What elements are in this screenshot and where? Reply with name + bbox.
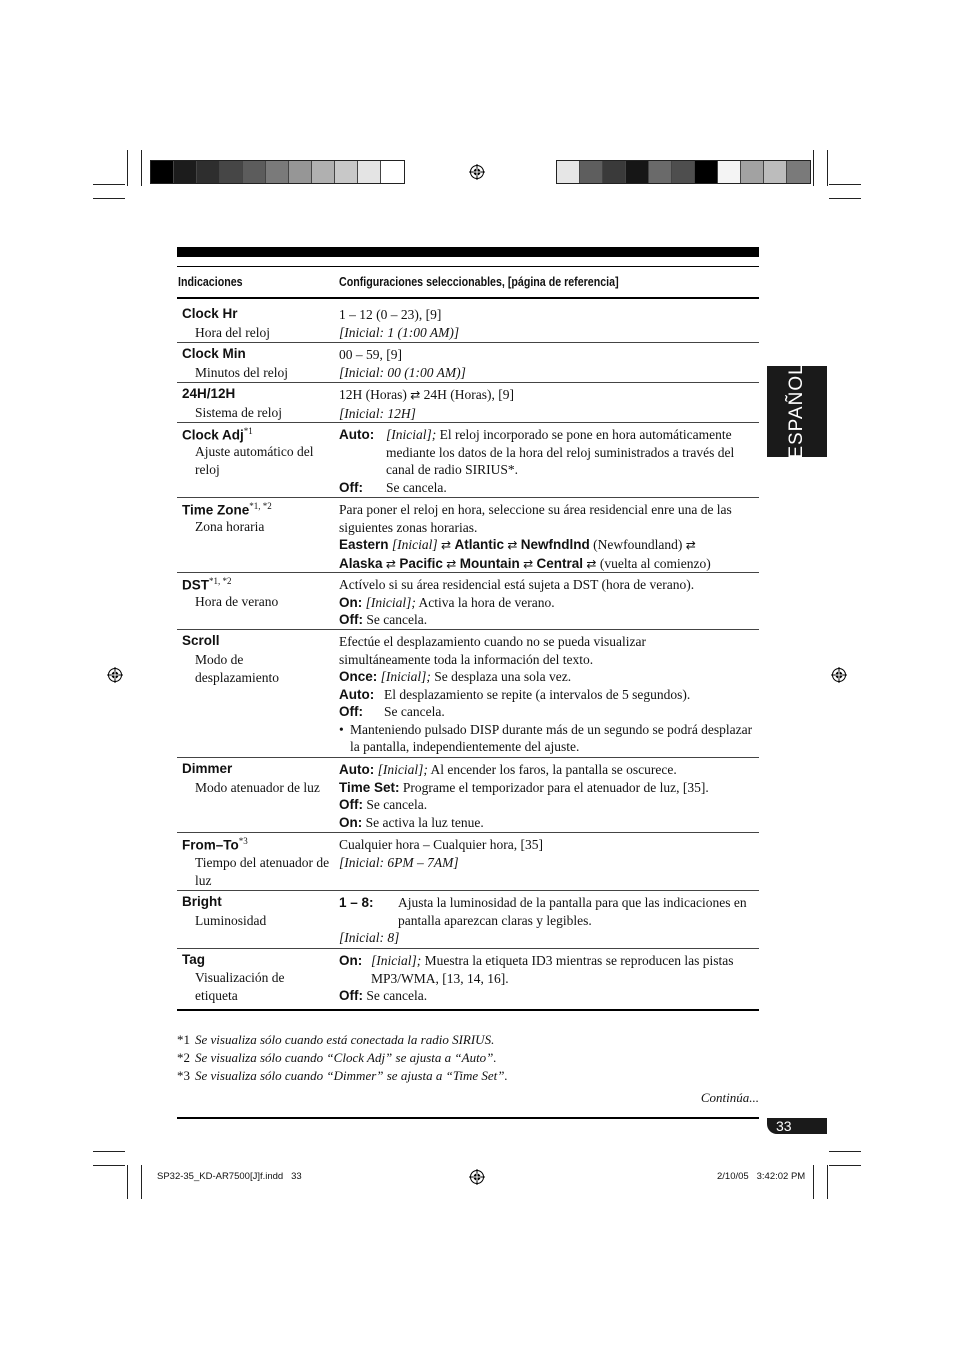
crop-mark [829, 1151, 861, 1152]
setting-sublabel: Modo atenuador de luz [195, 780, 320, 795]
color-calibration-strip-right [556, 160, 811, 184]
header-indicaciones: Indicaciones [178, 274, 243, 289]
crop-mark [827, 1165, 828, 1199]
header-configuraciones: Configuraciones seleccionables, [página de referencia] [339, 274, 619, 289]
setting-sublabel: Visualización de etiqueta [195, 970, 285, 1003]
file-slug: SP32-35_KD-AR7500[J]f.indd 33 [157, 1171, 302, 1182]
footnote-3: *3 Se visualiza sólo cuando “Dimmer” se ajusta a “Time Set”. [177, 1068, 508, 1083]
setting-description: Auto: [Inicial]; El reloj incorporado se pone en hora automáticamente mediante los datos de la hora del reloj suministrados a través del canal de radio SIRIUS*. Off: Se cancela. [339, 427, 735, 495]
setting-label: 24H/12H [182, 386, 236, 401]
table-row-dimmer [177, 760, 759, 832]
row-divider [177, 422, 759, 423]
table-row-24h-12h [177, 385, 759, 422]
table-row-clock-adj [177, 425, 759, 497]
setting-sublabel: Hora de verano [195, 594, 279, 609]
registration-mark-icon [107, 667, 123, 683]
table-bottom-rule [177, 1009, 759, 1011]
setting-label: From–To$^{*3}$ [182, 836, 248, 853]
language-tab-label: ESPAÑOL [786, 363, 807, 459]
toggle-arrows-icon: ⇄ [410, 388, 421, 402]
crop-mark [813, 1165, 814, 1199]
footnote-1: *1 Se visualiza sólo cuando está conectada la radio SIRIUS. [177, 1032, 495, 1047]
crop-mark [827, 150, 828, 186]
registration-mark-icon [469, 164, 485, 180]
footnote-2: *2 Se visualiza sólo cuando “Clock Adj” se ajusta a “Auto”. [177, 1050, 497, 1065]
setting-label: Dimmer [182, 761, 233, 776]
row-divider [177, 757, 759, 758]
page-number-badge [767, 1118, 827, 1134]
row-divider [177, 629, 759, 630]
setting-label: Clock Min [182, 346, 246, 361]
setting-description: Para poner el reloj en hora, seleccione su área residencial enre una de las siguientes zonas horarias. Eastern [Inicial] ⇄ Atlantic ⇄ Newfndlnd (Newfoundland) ⇄ Alaska ⇄ Pacific ⇄ Mountain ⇄ Central ⇄ (vuelta al comienzo) [339, 502, 732, 571]
setting-label: Clock Adj$^{*1}$ [182, 426, 253, 443]
crop-mark [141, 150, 142, 186]
row-divider [177, 342, 759, 343]
continues-label: Continúa... [700, 1090, 759, 1105]
setting-description: Efectúe el desplazamiento cuando no se pueda visualizar simultáneamente toda la información del texto. Once: [Inicial]; Se desplaza una sola vez. Auto: El desplazamiento se repite (a intervalos de 5 segundos). Off: Se cancela. • Manteniendo pulsado DISP durante más de un segundo se podrá desplazar la pantalla, independientemente del ajuste. [339, 634, 753, 754]
crop-mark [813, 150, 814, 186]
setting-description: 1 – 8: Ajusta la luminosidad de la pantalla para que las indicaciones en pantalla aparezcan claras y legibles. [Inicial: 8] [339, 895, 747, 945]
setting-sublabel: Luminosidad [195, 913, 267, 928]
setting-description: 12H (Horas) ⇄ 24H (Horas), [9] [Inicial: 12H] [339, 387, 515, 421]
setting-label: Tag [182, 952, 205, 967]
crop-mark [93, 198, 125, 199]
crop-mark [829, 1165, 861, 1166]
table-row-from-to [177, 835, 759, 890]
crop-mark [127, 1165, 128, 1199]
setting-sublabel: Sistema de reloj [195, 405, 282, 420]
date-slug: 2/10/05 3:42:02 PM [717, 1171, 806, 1182]
table-row-bright [177, 893, 759, 948]
table-row-clock-hr [177, 305, 759, 342]
row-divider [177, 890, 759, 891]
setting-sublabel: Minutos del reloj [195, 365, 288, 380]
crop-mark [93, 1165, 125, 1166]
setting-sublabel: Tiempo del atenuador de luz [195, 855, 330, 888]
table-row-clock-min [177, 345, 759, 382]
table-row-scroll [177, 632, 759, 757]
table-row-tag [177, 951, 759, 1008]
table-row-dst [177, 575, 759, 629]
crop-mark [127, 150, 128, 186]
crop-mark [829, 198, 861, 199]
row-divider [177, 497, 759, 498]
setting-sublabel: Modo de desplazamiento [195, 652, 279, 685]
setting-description: Actívelo si su área residencial está sujeta a DST (hora de verano). On: [Inicial]; Activa la hora de verano. Off: Se cancela. [339, 577, 695, 627]
setting-label: Bright [182, 894, 222, 909]
page-number: 33 [776, 1118, 792, 1134]
setting-label: Clock Hr [182, 306, 238, 321]
crop-mark [93, 184, 125, 185]
header-top-rule [177, 266, 759, 267]
row-divider [177, 948, 759, 949]
language-tab [767, 363, 827, 459]
setting-description: Auto: [Inicial]; Al encender los faros, la pantalla se oscurece. Time Set: Programe el temporizador para el atenuador de luz, [35]. Off: Se cancela. On: Se activa la luz tenue. [339, 762, 709, 830]
registration-mark-icon [831, 667, 847, 683]
header-bottom-rule [177, 297, 759, 299]
setting-sublabel: Hora del reloj [195, 325, 270, 340]
setting-label: $DST^{*1, *2}$ [182, 576, 232, 593]
setting-description: 00 – 59, [9] [Inicial: 00 (1:00 AM)] [339, 347, 466, 380]
registration-mark-icon [469, 1169, 485, 1185]
table-row-time-zone [177, 500, 759, 572]
row-divider [177, 382, 759, 383]
crop-mark [93, 1151, 125, 1152]
setting-label: Scroll [182, 633, 220, 648]
row-divider [177, 832, 759, 833]
top-thick-rule [177, 247, 759, 257]
setting-sublabel: Zona horaria [195, 519, 265, 534]
setting-description: Cualquier hora – Cualquier hora, [35] [Inicial: 6PM – 7AM] [339, 837, 543, 870]
setting-description: 1 – 12 (0 – 23), [9] [Inicial: 1 (1:00 AM)] [339, 307, 460, 340]
crop-mark [829, 184, 861, 185]
setting-sublabel: Ajuste automático del reloj [195, 444, 314, 477]
setting-label: Time Zone$^{*1, *2}$ [182, 501, 272, 518]
color-calibration-strip-left [150, 160, 405, 184]
crop-mark [141, 1165, 142, 1199]
setting-description: On: [Inicial]; Muestra la etiqueta ID3 mientras se reproducen las pistas MP3/WMA, [13, 14, 16]. Off: Se cancela. [339, 953, 734, 1003]
row-divider [177, 572, 759, 573]
page-bottom-rule [177, 1117, 759, 1119]
